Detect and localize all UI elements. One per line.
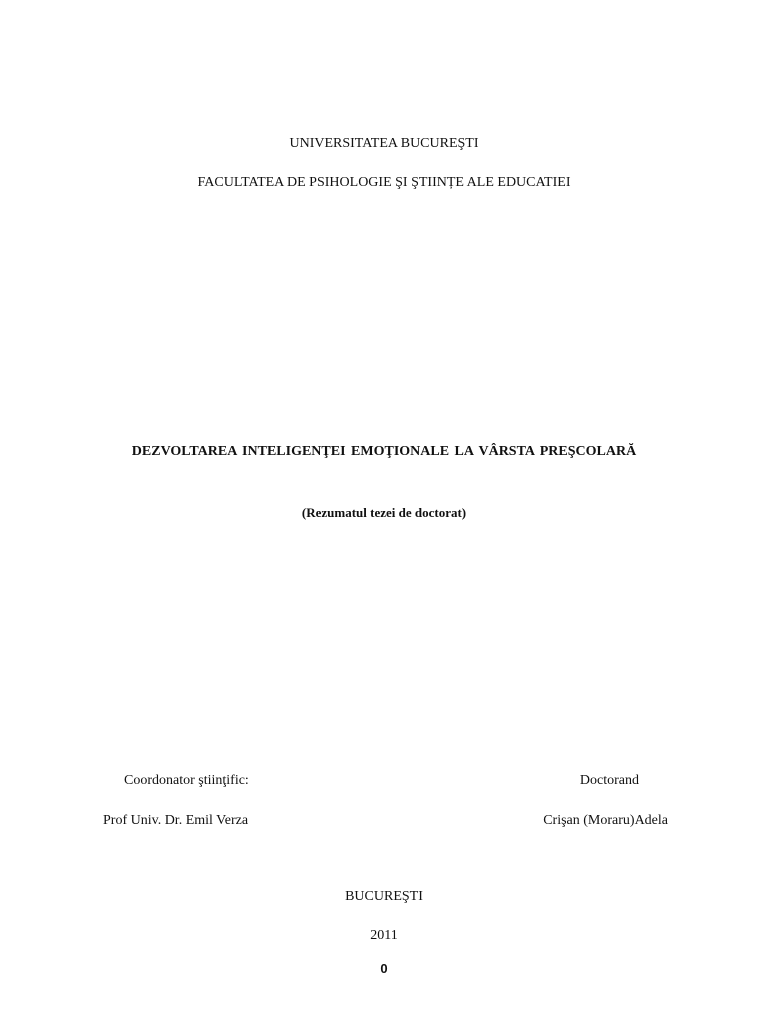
city: BUCUREŞTI — [345, 889, 423, 904]
university-name: UNIVERSITATEA BUCUREŞTI — [289, 136, 479, 151]
candidate-name: Crişan (Moraru)Adela — [543, 813, 668, 828]
thesis-title: DEZVOLTAREA INTELIGENŢEI EMOŢIONALE LA VÂRSTA PREŞCOLARĂ — [131, 444, 637, 459]
coordinator-label: Coordonator ştiinţific: — [124, 773, 249, 788]
thesis-subtitle: (Rezumatul tezei de doctorat) — [301, 505, 467, 520]
faculty-name: FACULTATEA DE PSIHOLOGIE ŞI ŞTIINȚE ALE EDUCATIEI — [197, 175, 571, 190]
coordinator-name: Prof Univ. Dr. Emil Verza — [103, 813, 249, 828]
candidate-label: Doctorand — [579, 773, 639, 788]
year: 2011 — [370, 928, 398, 943]
page-number: 0 — [380, 961, 388, 976]
